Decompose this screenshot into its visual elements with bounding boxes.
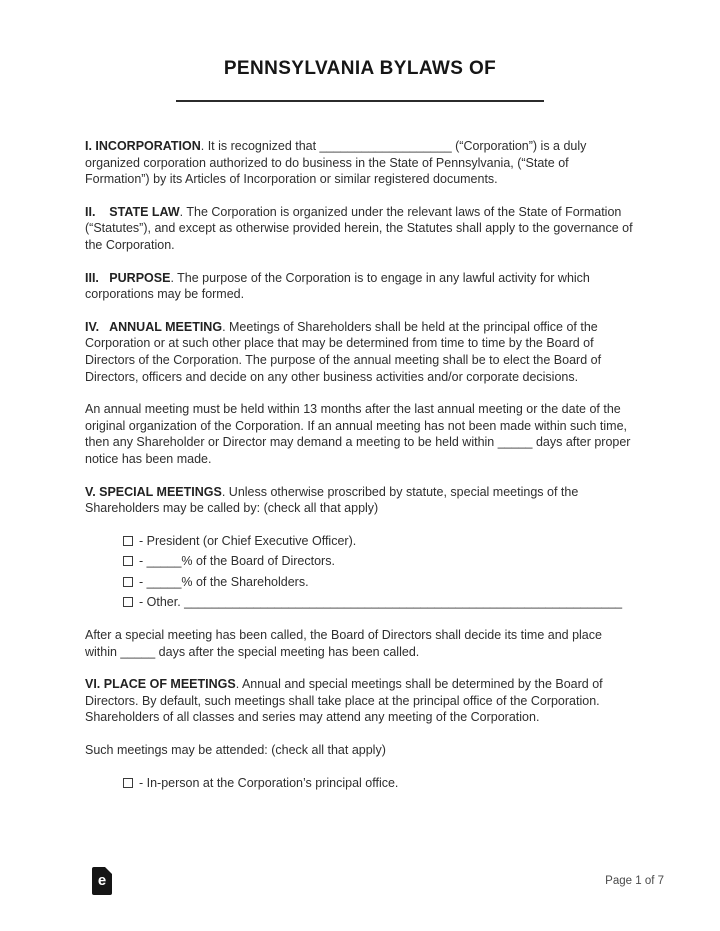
section-text: . It is recognized that ___________________ (“Corporation”) is a duly organized corporation authorized to do business in the State of Pennsylvania, (“State of Formation”) by its Articles of Incorporation or similar registered documents. [85, 139, 590, 187]
section-purpose [85, 270, 636, 303]
checkbox-label: - Other. _______________________________________________________________ [139, 595, 623, 610]
section-heading: II. STATE LAW [85, 204, 180, 219]
checkbox-president[interactable] [123, 536, 133, 546]
checkbox-option-other [123, 594, 636, 611]
section-text: . The Corporation is organized under the relevant laws of the State of Formation (“Statutes”), and except as otherwise provided herein, the Statutes shall apply to the governance of the Corporation. [85, 204, 637, 252]
section-heading: I. INCORPORATION [85, 139, 201, 153]
checkbox-shareholders-percent[interactable] [123, 577, 133, 587]
section-incorporation [85, 138, 636, 188]
section-text: . Meetings of Shareholders shall be held at the principal office of the Corporation or at such other place that may be determined from time to time by the Board of Directors of the Corporation. The purpose of the annual meeting shall be to elect the Board of Directors, officers and decide on any other business activities and/or corporate decisions. [85, 319, 605, 384]
checkbox-label: - _____% of the Board of Directors. [139, 554, 335, 569]
logo-letter: e [97, 872, 107, 889]
checkbox-label: - President (or Chief Executive Officer). [139, 533, 357, 548]
checkbox-option-president [123, 533, 636, 550]
place-of-meetings-checkbox-list [85, 775, 636, 792]
checkbox-other[interactable] [123, 597, 133, 607]
checkbox-in-person[interactable] [123, 778, 133, 788]
section-place-of-meetings [85, 676, 636, 726]
checkbox-option-in-person [123, 775, 636, 792]
page-title: PENNSYLVANIA BYLAWS OF [223, 58, 497, 79]
checkbox-board-percent[interactable] [123, 556, 133, 566]
checkbox-option-shareholders-percent [123, 574, 636, 591]
section-state-law [85, 204, 636, 254]
eforms-logo [92, 867, 112, 895]
section-special-meetings-paragraph-2: After a special meeting has been called, the Board of Directors shall decide its time and place within _____ days after the special meeting has been called. [85, 628, 606, 659]
section-heading: IV. ANNUAL MEETING [85, 319, 223, 334]
section-annual-meeting [85, 319, 636, 385]
section-text: . Unless otherwise proscribed by statute, special meetings of the Shareholders may be called by: (check all that apply) [85, 484, 582, 516]
section-text: . The purpose of the Corporation is to engage in any lawful activity for which corporations may be formed. [85, 270, 594, 302]
section-special-meetings [85, 484, 636, 517]
section-place-of-meetings-paragraph-2: Such meetings may be attended: (check all that apply) [85, 743, 386, 758]
checkbox-label: - In-person at the Corporation’s principal office. [139, 775, 399, 790]
section-heading: V. SPECIAL MEETINGS [85, 484, 222, 499]
document-body [0, 102, 720, 791]
special-meetings-checkbox-list [85, 533, 636, 611]
section-text: . Annual and special meetings shall be determined by the Board of Directors. By default, such meetings shall take place at the principal office of the Corporation. Shareholders of all classes and series may attend any meeting of the Corporation. [85, 677, 607, 725]
page-number: Page 1 of 7 [605, 875, 664, 887]
section-heading: III. PURPOSE [85, 270, 171, 285]
section-annual-meeting-paragraph-2: An annual meeting must be held within 13 months after the last annual meeting or the date of the original organization of the Corporation. If an annual meeting has not been made within such time, then any Shareholder or Director may demand a meeting to be held within _____ days after proper notice has been made. [85, 402, 634, 466]
checkbox-label: - _____% of the Shareholders. [139, 574, 309, 589]
section-heading: VI. PLACE OF MEETINGS [85, 677, 236, 692]
checkbox-option-board-percent [123, 553, 636, 570]
